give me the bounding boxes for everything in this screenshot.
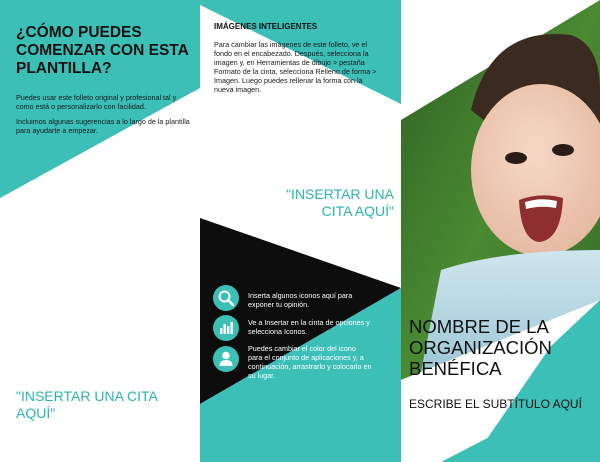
left-quote: "INSERTAR UNA CITA AQUÍ" bbox=[16, 388, 158, 421]
middle-paragraph: Para cambiar las imágenes de este folleto, ve el fondo en el encabezado. Después, selecciona la imagen y, en Herramientas de dibujo > pestaña Formato de la cinta, selecciona Relleno de forma > Imagen. Luego puedes rellenar la forma con la nueva imagen. bbox=[214, 40, 377, 94]
left-paragraph-2: Incluimos algunas sugerencias a lo largo de la plantilla para ayudarte a empezar. bbox=[16, 117, 190, 135]
icon-text-3: Puedes cambiar el color del icono para el conjunto de aplicaciones y, a continuación, arrastrarlo y colocarlo en su lugar. bbox=[248, 344, 372, 380]
left-panel bbox=[0, 0, 200, 462]
smiling-child-photo bbox=[401, 0, 600, 462]
person-icon bbox=[213, 346, 239, 372]
bar-chart-icon bbox=[213, 315, 239, 341]
left-paragraph-1: Puedes usar este folleto original y profesional tal y como está o personalizarlo con facilidad. bbox=[16, 93, 177, 111]
organization-name: NOMBRE DE LA ORGANIZACIÓN BENÉFICA bbox=[409, 316, 552, 379]
middle-quote: "INSERTAR UNA CITA AQUÍ" bbox=[286, 186, 394, 219]
middle-heading: IMÁGENES INTELIGENTES bbox=[214, 22, 318, 31]
left-heading: ¿CÓMO PUEDES COMENZAR CON ESTA PLANTILLA? bbox=[16, 24, 189, 77]
organization-subtitle: ESCRIBE EL SUBTÍTULO AQUÍ bbox=[409, 397, 582, 411]
middle-panel bbox=[200, 0, 401, 462]
magnifier-icon bbox=[213, 285, 239, 311]
icon-text-2: Ve a Insertar en la cinta de opciones y selecciona Iconos. bbox=[248, 318, 370, 336]
icon-text-1: Inserta algunos iconos aquí para exponer tu opinión. bbox=[248, 291, 353, 309]
right-panel bbox=[401, 0, 600, 462]
